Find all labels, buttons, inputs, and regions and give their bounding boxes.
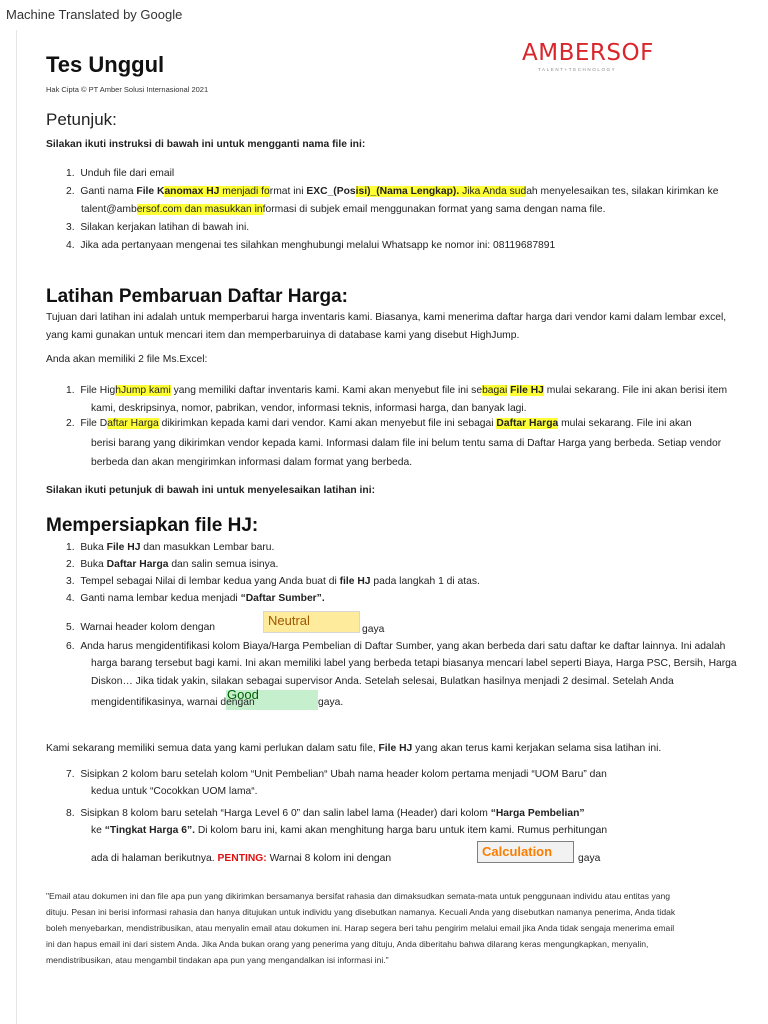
file2-text-b: aftar Harga xyxy=(107,418,159,429)
section1-files-intro: Anda akan memiliki 2 file Ms.Excel: xyxy=(46,354,208,365)
step-2: 2. Buka Daftar Harga dan salin semua isinya. xyxy=(66,559,279,570)
step1-text-c: dan masukkan Lembar baru. xyxy=(140,542,275,553)
step8-line2a: ke xyxy=(91,825,105,836)
file1-text-e: File HJ xyxy=(510,385,544,396)
file1-text-d: bagai xyxy=(482,385,508,396)
mid-text-c: yang akan terus kami kerjakan selama sisa latihan ini. xyxy=(412,743,662,754)
step-6: 6. Anda harus mengidentifikasi kolom Biaya/Harga Pembelian di Daftar Sumber, yang akan berbeda dari satu daftar ke daftar lainnya. Ini adalah xyxy=(66,641,726,652)
item2-text-e: rmat ini xyxy=(269,186,307,197)
important-label: PENTING: xyxy=(217,853,267,864)
step8-line2 xyxy=(91,822,607,839)
disclaimer-line2: dituju. Pesan ini berisi informasi rahasia dan hanya ditujukan untuk individu yang disebutkan namanya. Kecuali Anda yang disebutkan namanya penerima, Anda tidak xyxy=(46,907,676,917)
confidentiality-disclaimer xyxy=(46,888,718,968)
translation-banner xyxy=(0,0,768,30)
file-item-2-line2: berisi barang yang dikirimkan vendor kepada kami. Informasi dalam file ini belum tentu sama di Daftar Harga yang berbeda. Setiap vendor xyxy=(91,438,722,449)
step6-line4a: mengidentifikasinya, warnai dengan xyxy=(91,697,255,708)
step5-text-b: gaya xyxy=(362,624,385,635)
step-7: 7. Sisipkan 2 kolom baru setelah kolom “Unit Pembelian“ Ubah nama header kolom pertama menjadi “UOM Baru” dan xyxy=(66,769,607,780)
step3-text-b: file HJ xyxy=(339,576,371,587)
disclaimer-line5: mendistribusikan, atau mengambil tindakan apa pun yang mengandalkan isi informasi ini." xyxy=(46,955,389,965)
logo-tagline: TALENT+TECHNOLOGY xyxy=(538,67,617,72)
file2-text-d: Daftar Harga xyxy=(496,418,559,429)
step4-text-a: Ganti nama lembar kedua menjadi xyxy=(80,593,241,604)
step8-line3c: Warnai 8 kolom ini dengan xyxy=(266,853,392,864)
step1-text-a: Buka xyxy=(80,542,107,553)
instruction-item-1-text: Unduh file dari email xyxy=(80,168,175,179)
document-title: Tes Unggul xyxy=(46,52,165,77)
logo-wordmark: AMBERSOF xyxy=(522,40,654,66)
file1-text-a: File Hig xyxy=(80,385,116,396)
step6-line4b: gaya. xyxy=(318,697,344,708)
item2-text-j: talent@amb xyxy=(81,204,137,215)
file-item-1-line2: kami, deskripsinya, nomor, pabrikan, vendor, informasi teknis, informasi harga, dan banyak lagi. xyxy=(91,403,527,414)
good-chip-label: Good xyxy=(227,687,259,702)
step6-line2: harga barang tersebut bagi kami. Ini akan memiliki label yang berbeda tetapi biasanya mencari label seperti Biaya, Harga PSC, Bersih, Harga xyxy=(91,658,737,669)
file-item-2-line3: berbeda dan akan mengirimkan informasi dalam format yang berbeda. xyxy=(91,457,413,468)
file2-text-c: dikirimkan kepada kami dari vendor. Kami akan menyebut file ini sebagai xyxy=(158,418,497,429)
step2-text-a: Buka xyxy=(80,559,107,570)
step8-line1b: “Harga Pembelian” xyxy=(490,808,585,819)
instruction-item-3-text: Silakan kerjakan latihan di bawah ini. xyxy=(80,222,250,233)
copyright-notice: Hak Cipta © PT Amber Solusi Internasional 2021 xyxy=(46,85,209,94)
step-8: 8. Sisipkan 8 kolom baru setelah “Harga Level 6 0” dan salin label lama (Header) dari kolom “Harga Pembelian” xyxy=(66,808,585,819)
item2-text-l: formasi di subjek email menggunakan format yang sama dengan nama file. xyxy=(262,204,606,215)
mid-text-a: Kami sekarang memiliki semua data yang kami perlukan dalam satu file, xyxy=(46,743,379,754)
instruction-item-3: 3. Silakan kerjakan latihan di bawah ini. xyxy=(66,222,250,233)
instructions-intro: Silakan ikuti instruksi di bawah ini untuk mengganti nama file ini: xyxy=(46,139,366,150)
banner-text: Machine Translated by Google xyxy=(6,7,183,22)
instruction-item-1: 1. Unduh file dari email xyxy=(66,168,175,179)
item2-text-f: EXC_(Pos xyxy=(306,186,356,197)
step7-line2: kedua untuk “Cocokkan UOM lama“. xyxy=(91,786,258,797)
step6-line3: Diskon… Jika tidak yakin, silakan sebagai supervisor Anda. Setelah selesai, Bulatkan hasilnya menjadi 2 desimal. Setelah Anda xyxy=(91,676,674,687)
step2-text-c: dan salin semua isinya. xyxy=(168,559,279,570)
file1-text-b: hJump kami xyxy=(115,385,171,396)
item2-text-c: anomax HJ xyxy=(164,186,220,197)
step1-text-b: File HJ xyxy=(106,542,141,553)
instruction-item-4-text: Jika ada pertanyaan mengenai tes silahkan menghubungi melalui Whatsapp ke nomor ini: 08119687891 xyxy=(80,240,556,251)
file-item-1: 1. File HighJump kami yang memiliki daftar inventaris kami. Kami akan menyebut file ini sebagai File HJ mulai sekarang. File ini akan berisi item xyxy=(66,385,728,396)
item2-text-b: File K xyxy=(136,186,165,197)
item2-text-i: ah menyelesaikan tes, silakan kirimkan ke xyxy=(526,186,719,197)
instruction-item-4: 4. Jika ada pertanyaan mengenai tes silahkan menghubungi melalui Whatsapp ke nomor ini: 08119687891 xyxy=(66,240,556,251)
follow-instructions: Silakan ikuti petunjuk di bawah ini untuk menyelesaikan latihan ini: xyxy=(46,485,375,496)
step5-text-a: Warnai header kolom dengan xyxy=(80,622,216,633)
step8-line3d: gaya xyxy=(578,853,601,864)
mid-text-b: File HJ xyxy=(378,743,413,754)
step8-line2c: Di kolom baru ini, kami akan menghitung harga baru untuk item kami. Rumus perhitungan xyxy=(194,825,608,836)
disclaimer-line3: boleh menyebarkan, mendistribusikan, atau menyalin email atau dokumen ini. Harap segera beri tahu pengirim melalui email jika Anda tidak sengaja menerima email xyxy=(46,923,675,933)
item2-text-d: menjadi fo xyxy=(219,186,270,197)
step8-line2b: “Tingkat Harga 6”. xyxy=(104,825,195,836)
disclaimer-line1: "Email atau dokumen ini dan file apa pun yang dikirimkan bersamanya bersifat rahasia dan dimaksudkan semata-mata untuk penggunaan individu atau entitas yang xyxy=(46,891,671,901)
section1-paragraph-line1: Tujuan dari latihan ini adalah untuk memperbarui harga inventaris kami. Biasanya, kami menerima daftar harga dari vendor kami dalam lembar excel, xyxy=(46,312,727,323)
step8-line1a: Sisipkan 8 kolom baru setelah “Harga Level 6 0” dan salin label lama (Header) dari kolom xyxy=(80,808,491,819)
neutral-chip-label: Neutral xyxy=(268,613,310,628)
instruction-item-2-line2 xyxy=(81,201,605,218)
step6-line1: Anda harus mengidentifikasi kolom Biaya/Harga Pembelian di Daftar Sumber, yang akan berbeda dari satu daftar ke daftar lainnya. Ini adalah xyxy=(80,641,726,652)
section-prepare-hj-heading: Mempersiapkan file HJ: xyxy=(46,515,259,536)
disclaimer-line4: ini dan hapus email ini dari sistem Anda. Jika Anda bukan orang yang penerima yang dituju, Anda diberitahu bahwa dilarang keras mengungkapkan, menyalin, xyxy=(46,939,649,949)
step8-line3a: ada di halaman berikutnya. xyxy=(91,853,218,864)
step-3: 3. Tempel sebagai Nilai di lembar kedua yang Anda buat di file HJ pada langkah 1 di atas. xyxy=(66,576,480,587)
calculation-style-chip xyxy=(477,841,574,863)
page-edge-divider xyxy=(16,30,17,1024)
calculation-chip-label: Calculation xyxy=(482,844,553,859)
item2-text-h: Jika Anda sud xyxy=(459,186,527,197)
item2-text-g: isi)_(Nama Lengkap). xyxy=(355,186,460,197)
file2-text-e: mulai sekarang. File ini akan xyxy=(558,418,692,429)
ambersof-logo xyxy=(522,40,654,74)
file1-text-f: mulai sekarang. File ini akan berisi item xyxy=(543,385,728,396)
instruction-item-2: 2. Ganti nama File Kanomax HJ menjadi format ini EXC_(Posisi)_(Nama Lengkap). Jika Anda sudah menyelesaikan tes, silakan kirimkan ke xyxy=(66,186,719,197)
step7-line1: Sisipkan 2 kolom baru setelah kolom “Unit Pembelian“ Ubah nama header kolom pertama menjadi “UOM Baru” dan xyxy=(80,769,607,780)
step-5: 5. Warnai header kolom dengan xyxy=(66,622,216,633)
file-item-2: 2. File Daftar Harga dikirimkan kepada kami dari vendor. Kami akan menyebut file ini sebagai Daftar Harga mulai sekarang. File ini akan xyxy=(66,418,692,429)
mid-paragraph xyxy=(46,740,661,757)
step-4: 4. Ganti nama lembar kedua menjadi “Daftar Sumber”. xyxy=(66,593,325,604)
item2-text-a: Ganti nama xyxy=(80,186,137,197)
step3-text-c: pada langkah 1 di atas. xyxy=(370,576,480,587)
section-price-update-heading: Latihan Pembaruan Daftar Harga: xyxy=(46,286,348,307)
step2-text-b: Daftar Harga xyxy=(106,559,169,570)
instructions-heading: Petunjuk: xyxy=(46,110,117,129)
step-1: 1. Buka File HJ dan masukkan Lembar baru. xyxy=(66,542,275,553)
neutral-style-chip xyxy=(263,611,360,633)
step3-text-a: Tempel sebagai Nilai di lembar kedua yang Anda buat di xyxy=(80,576,340,587)
file2-text-a: File D xyxy=(80,418,108,429)
step4-text-b: “Daftar Sumber”. xyxy=(240,593,325,604)
file1-text-c: yang memiliki daftar inventaris kami. Kami akan menyebut file ini se xyxy=(170,385,483,396)
step8-line3 xyxy=(91,850,391,867)
section1-paragraph-line2: yang kami gunakan untuk mencari item dan memperbaruinya di database kami yang disebut HighJump. xyxy=(46,330,520,341)
item2-text-k: ersof.com dan masukkan in xyxy=(136,204,263,215)
